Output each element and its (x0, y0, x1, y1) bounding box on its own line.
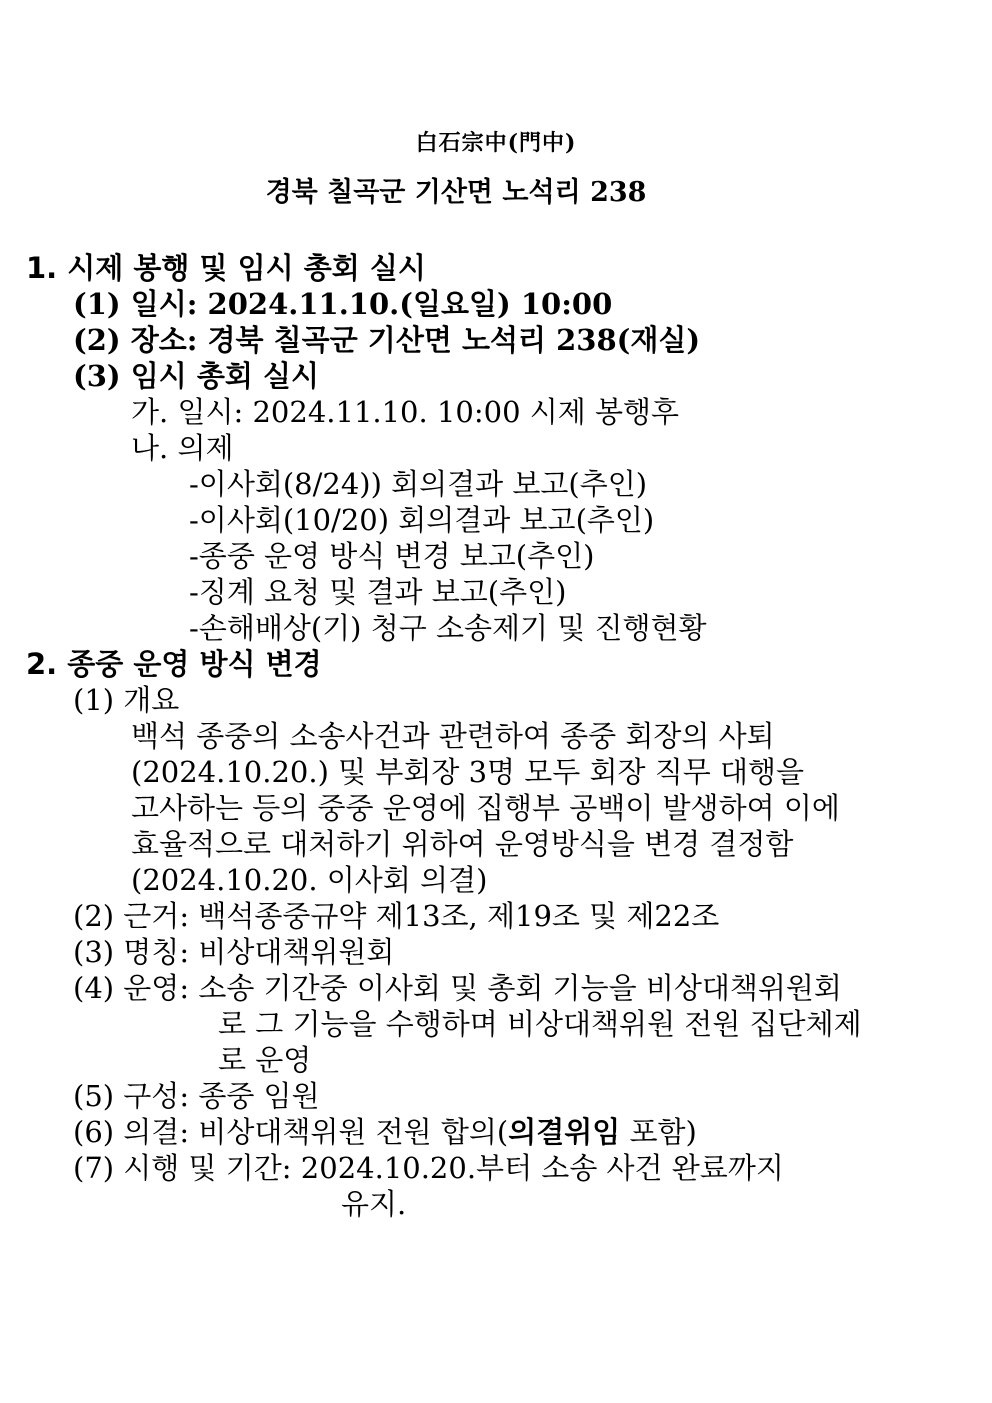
document-title: 白石宗中(門中) (415, 130, 577, 156)
section-2-basis: (2) 근거: 백석종중규약 제13조, 제19조 및 제22조 (73, 899, 720, 933)
section-2-overview-label: (1) 개요 (73, 683, 180, 717)
agenda-item: -이사회(8/24)) 회의결과 보고(추인) (189, 467, 648, 501)
agenda-item: -종중 운영 방식 변경 보고(추인) (189, 539, 595, 573)
section-2-period: (7) 시행 및 기간: 2024.10.20.부터 소송 사건 완료까지 (73, 1151, 784, 1185)
assembly-date-line: 가. 일시: 2024.11.10. 10:00 시제 봉행후 (131, 395, 680, 429)
resolution-text-end: 포함) (620, 1115, 697, 1149)
overview-text-line: (2024.10.20.) 및 부회장 3명 모두 회장 직무 대행을 (131, 755, 805, 789)
operation-continued-line: 로 그 기능을 수행하며 비상대책위원 전원 집단체제 (218, 1007, 862, 1041)
section-1-item-assembly: (3) 임시 총회 실시 (73, 359, 319, 393)
agenda-item: -이사회(10/20) 회의결과 보고(추인) (189, 503, 655, 537)
overview-text-line: 백석 종중의 소송사건과 관련하여 종중 회장의 사퇴 (131, 719, 775, 753)
overview-text-line: 고사하는 등의 중중 운영에 집행부 공백이 발생하여 이에 (131, 791, 840, 825)
section-2-resolution (73, 1114, 697, 1150)
resolution-delegation-emphasis: 의결위임 (508, 1115, 621, 1149)
document-address: 경북 칠곡군 기산면 노석리 238 (265, 177, 647, 208)
resolution-text: (6) 의결: 비상대책위원 전원 합의( (73, 1115, 509, 1149)
overview-text-line: (2024.10.20. 이사회 의결) (131, 863, 488, 897)
agenda-item: -징계 요청 및 결과 보고(추인) (189, 575, 567, 609)
operation-continued-line: 로 운영 (218, 1043, 312, 1077)
section-2-name: (3) 명칭: 비상대책위원회 (73, 935, 395, 969)
overview-text-line: 효율적으로 대처하기 위하여 운영방식을 변경 결정함 (131, 827, 794, 861)
section-1-item-place: (2) 장소: 경북 칠곡군 기산면 노석리 238(재실) (73, 323, 701, 357)
period-continued-line: 유지. (341, 1187, 407, 1221)
section-2-heading: 2. 종중 운영 방식 변경 (26, 647, 322, 681)
section-2-operation: (4) 운영: 소송 기간중 이사회 및 총회 기능을 비상대책위원회 (73, 971, 842, 1005)
assembly-agenda-label: 나. 의제 (131, 431, 234, 465)
section-1-item-date: (1) 일시: 2024.11.10.(일요일) 10:00 (73, 287, 613, 321)
section-1-heading: 1. 시제 봉행 및 임시 총회 실시 (26, 251, 426, 285)
section-2-composition: (5) 구성: 종중 임원 (73, 1079, 320, 1113)
agenda-item: -손해배상(기) 청구 소송제기 및 진행현황 (189, 611, 707, 645)
